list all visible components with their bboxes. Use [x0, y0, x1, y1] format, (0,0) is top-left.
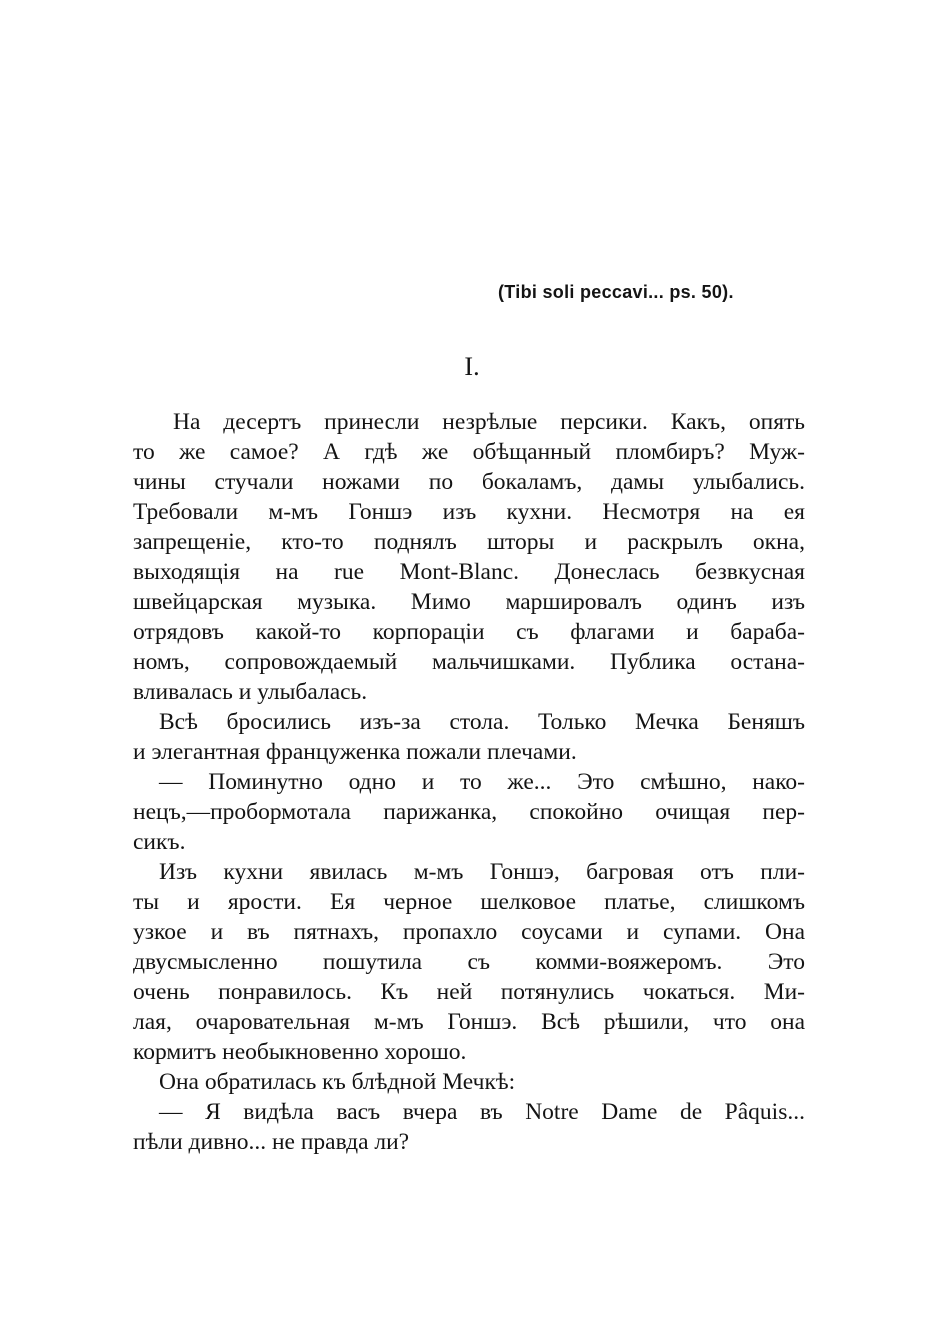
epigraph: (Tibi soli peccavi... ps. 50).: [498, 282, 734, 302]
body-text: [133, 407, 805, 1157]
text-line: очень понравилось. Къ ней потянулись чокаться. Ми-: [133, 979, 805, 1005]
text-line: Изъ кухни явилась м-мъ Гоншэ, багровая отъ пли-: [159, 859, 805, 885]
text-line: Она обратилась къ блѣдной Мечкѣ:: [159, 1069, 516, 1095]
text-line: номъ, сопровождаемый мальчишками. Публика остана-: [133, 649, 805, 675]
text-line: чины стучали ножами по бокаламъ, дамы улыбались.: [133, 469, 805, 495]
text-line: запрещеніе, кто-то поднялъ шторы и раскрылъ окна,: [133, 529, 805, 555]
text-line: На десертъ принесли незрѣлые персики. Какъ, опять: [173, 409, 805, 435]
text-line: кормитъ необыкновенно хорошо.: [133, 1039, 467, 1065]
text-line: и элегантная француженка пожали плечами.: [133, 739, 577, 765]
text-line: Требовали м-мъ Гоншэ изъ кухни. Несмотря на ея: [133, 499, 805, 525]
text-line: сикъ.: [133, 829, 186, 855]
text-line: нецъ,—пробормотала парижанка, спокойно очищая пер-: [133, 799, 805, 825]
chapter-number: I.: [464, 352, 480, 381]
text-line: то же самое? А гдѣ же обѣщанный пломбиръ? Муж-: [133, 439, 805, 465]
text-line: — Я видѣла васъ вчера въ Notre Dame de Pâquis...: [159, 1099, 805, 1125]
text-line: отрядовъ какой-то корпораціи съ флагами и бараба-: [133, 619, 805, 645]
text-line: узкое и въ пятнахъ, пропахло соусами и супами. Она: [133, 919, 805, 945]
text-line: пѣли дивно... не правда ли?: [133, 1129, 410, 1155]
text-line: — Поминутно одно и то же... Это смѣшно, нако-: [159, 769, 805, 795]
text-line: Всѣ бросились изъ-за стола. Только Мечка Беняшъ: [159, 709, 805, 735]
text-line: ты и ярости. Ея черное шелковое платье, слишкомъ: [133, 889, 805, 915]
text-line: швейцарская музыка. Мимо маршировалъ одинъ изъ: [133, 589, 805, 615]
text-line: выходящія на rue Mont-Blanc. Донеслась безвкусная: [133, 559, 805, 585]
text-line: вливалась и улыбалась.: [133, 679, 368, 705]
text-line: лая, очаровательная м-мъ Гоншэ. Всѣ рѣшили, что она: [133, 1009, 805, 1035]
text-line: двусмысленно пошутила съ комми-вояжеромъ. Это: [133, 949, 805, 975]
